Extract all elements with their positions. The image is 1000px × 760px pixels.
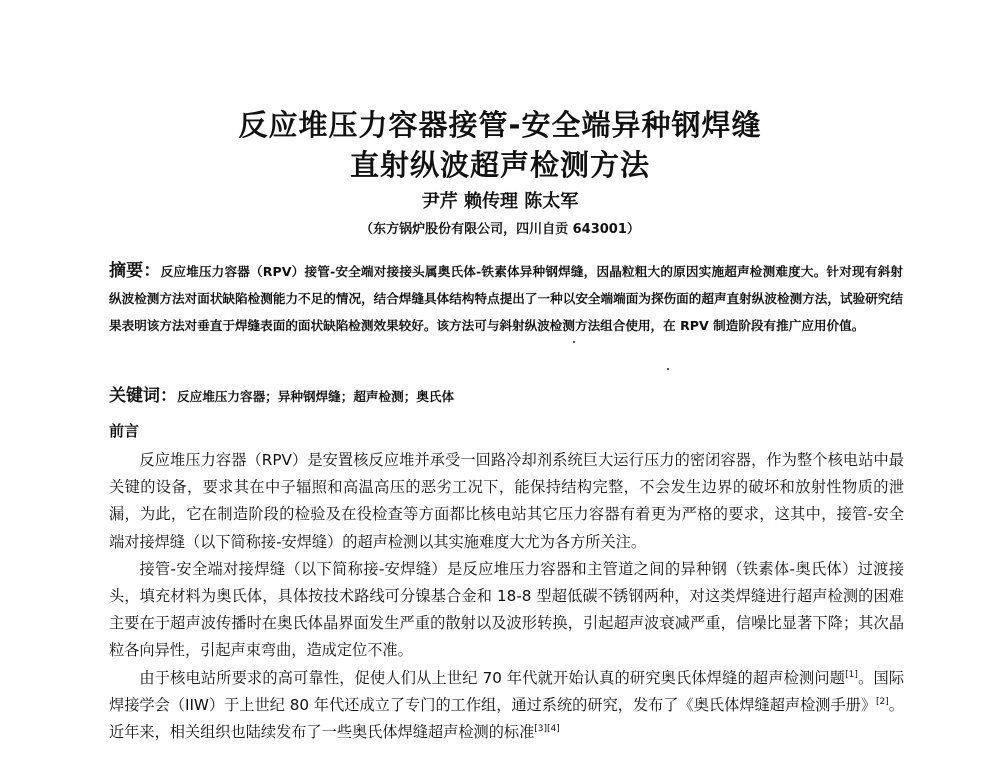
keywords-text: 反应堆压力容器；异种钢焊缝；超声检测；奥氏体 <box>177 389 455 404</box>
paragraph-3-part-b: 。国际焊接学会（IIW）于上世纪 80 年代还成立了专门的工作组，通过系统的研究，发布了《奥氏体焊缝超声检测手册》 <box>109 668 905 714</box>
paragraph-3 <box>109 665 904 747</box>
citation-3-4: [3][4] <box>534 723 560 734</box>
abstract <box>109 258 903 339</box>
body-text <box>109 447 904 746</box>
paragraph-2: 接管-安全端对接焊缝（以下简称接-安焊缝）是反应堆压力容器和主管道之间的异种钢（铁素体-奥氏体）过渡接头，填充材料为奥氏体，具体按技术路线可分镍基合金和 18-8 型超低碳不锈钢两种，对这类焊缝进行超声检测的困难主要在于超声波传播时在奥氏体晶界面发生严重的散射以及波形转换，引起超声波衰减严重，信噪比显著下降；其次晶粒各向异性，引起声束弯曲，造成定位不准。 <box>109 559 904 660</box>
scan-speck <box>573 341 575 343</box>
paragraph-1: 反应堆压力容器（RPV）是安置核反应堆并承受一回路冷却剂系统巨大运行压力的密闭容器，作为整个核电站中最关键的设备，要求其在中子辐照和高温高压的恶劣工况下，能保持结构完整，不会发生边界的破坏和放射性物质的泄漏，为此，它在制造阶段的检验及在役检查等方面都比核电站其它压力容器有着更为严格的要求，这其中，接管-安全端对接焊缝（以下简称接-安焊缝）的超声检测以其实施难度大尤为各方所关注。 <box>109 451 904 551</box>
abstract-label: 摘要： <box>109 261 161 281</box>
affiliation: （东方锅炉股份有限公司，四川自贡 643001） <box>360 222 640 237</box>
keywords-label: 关键词： <box>109 386 177 406</box>
keywords <box>109 381 903 406</box>
abstract-text: 反应堆压力容器（RPV）接管-安全端对接接头属奥氏体-铁素体异种钢焊缝，因晶粒粗大的原因实施超声检测难度大。针对现有斜射纵波检测方法对面状缺陷检测能力不足的情况，结合焊缝具体结构特点提出了一种以安全端端面为探伤面的超声直射纵波检测方法，试验研究结果表明该方法对垂直于焊缝表面的面状缺陷检测效果较好。该方法可与斜射纵波检测方法组合使用，在 RPV 制造阶段有推广应用价值。 <box>109 264 903 333</box>
citation-1: [1] <box>845 669 858 680</box>
scan-speck <box>667 368 669 370</box>
authors: 尹芹 赖传理 陈太军 <box>421 191 579 212</box>
paragraph-3-part-a: 由于核电站所要求的高可靠性，促使人们从上世纪 70 年代就开始认真的研究奥氏体焊缝的超声检测问题 <box>139 668 846 687</box>
section-heading-preface: 前言 <box>109 422 140 440</box>
paper-title-line-2: 直射纵波超声检测方法 <box>349 148 650 182</box>
paper-title-line-1: 反应堆压力容器接管-安全端异种钢焊缝 <box>238 108 762 142</box>
paragraph-3-part-c: 。近年来，相关组织也陆续发布了一些奥氏体焊缝超声检测的标准 <box>109 695 904 742</box>
citation-2: [2] <box>876 696 889 707</box>
